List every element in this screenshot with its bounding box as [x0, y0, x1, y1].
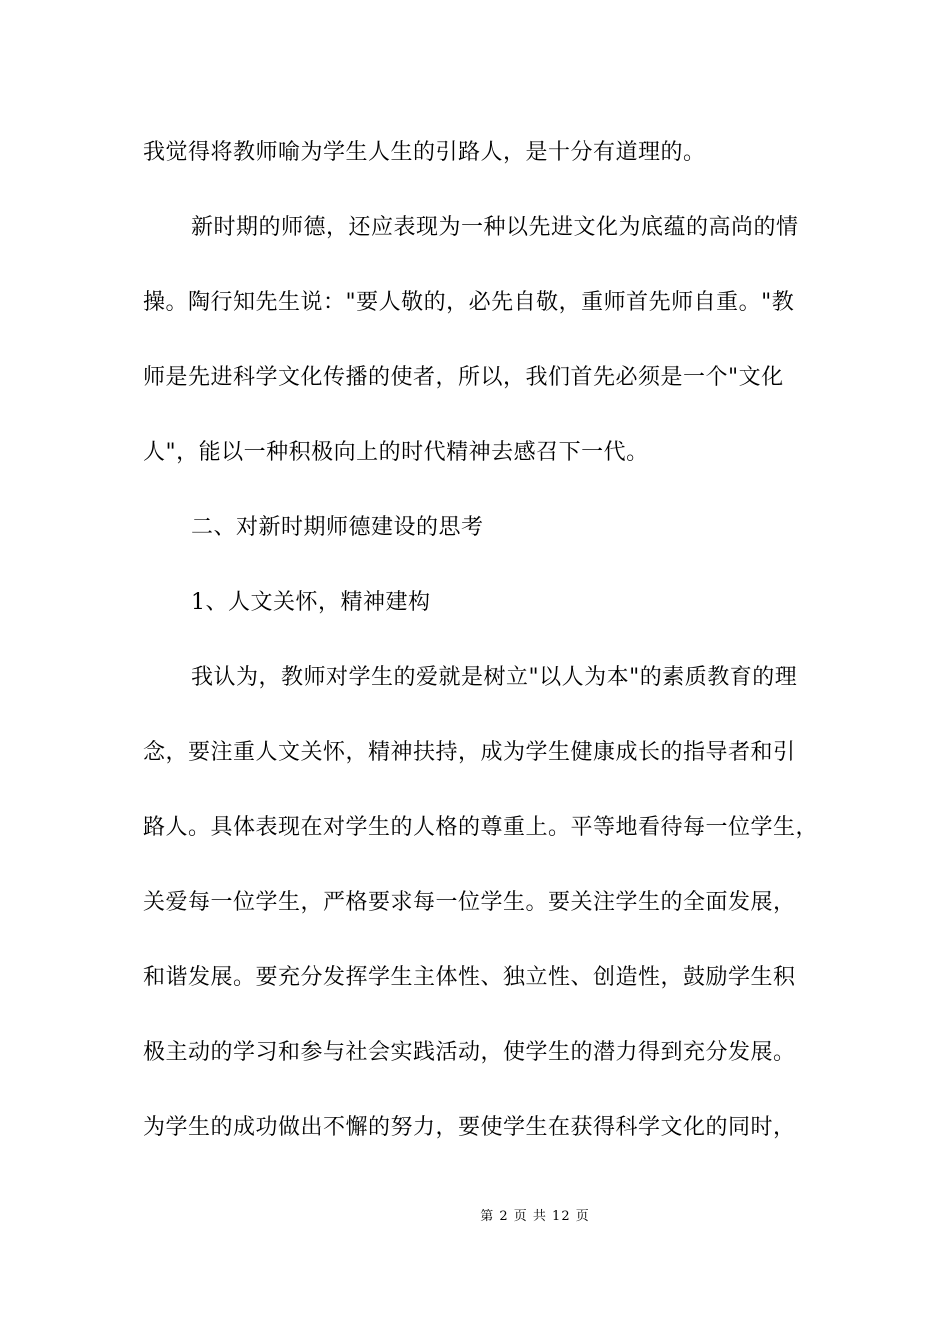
subsection-heading: 1、人文关怀，精神建构: [191, 590, 431, 615]
paragraph-start-line: 我认为，教师对学生的爱就是树立"以人为本"的素质教育的理: [191, 665, 798, 690]
page-footer: [0, 1208, 950, 1226]
text-line: 操。陶行知先生说："要人敬的，必先自敬，重师首先师自重。"教: [143, 290, 795, 315]
text-line: 极主动的学习和参与社会实践活动，使学生的潜力得到充分发展。: [143, 1040, 796, 1065]
text-line: 关爱每一位学生，严格要求每一位学生。要关注学生的全面发展，: [143, 890, 796, 915]
text-line: 为学生的成功做出不懈的努力，要使学生在获得科学文化的同时，: [143, 1115, 796, 1140]
text-line: 人"，能以一种积极向上的时代精神去感召下一代。: [143, 440, 649, 465]
text-line: 我觉得将教师喻为学生人生的引路人，是十分有道理的。: [143, 140, 706, 165]
section-heading: 二、对新时期师德建设的思考: [191, 515, 484, 540]
text-line: 和谐发展。要充分发挥学生主体性、独立性、创造性，鼓励学生积: [143, 965, 796, 990]
paragraph-start-line: 新时期的师德，还应表现为一种以先进文化为底蕴的高尚的情: [191, 215, 799, 240]
text-line: 路人。具体表现在对学生的人格的尊重上。平等地看待每一位学生，: [143, 815, 819, 840]
page-number: 第 2 页 共 12 页: [480, 1209, 590, 1224]
text-line: 念，要注重人文关怀，精神扶持，成为学生健康成长的指导者和引: [143, 740, 796, 765]
text-line: 师是先进科学文化传播的使者，所以，我们首先必须是一个"文化: [143, 365, 784, 390]
